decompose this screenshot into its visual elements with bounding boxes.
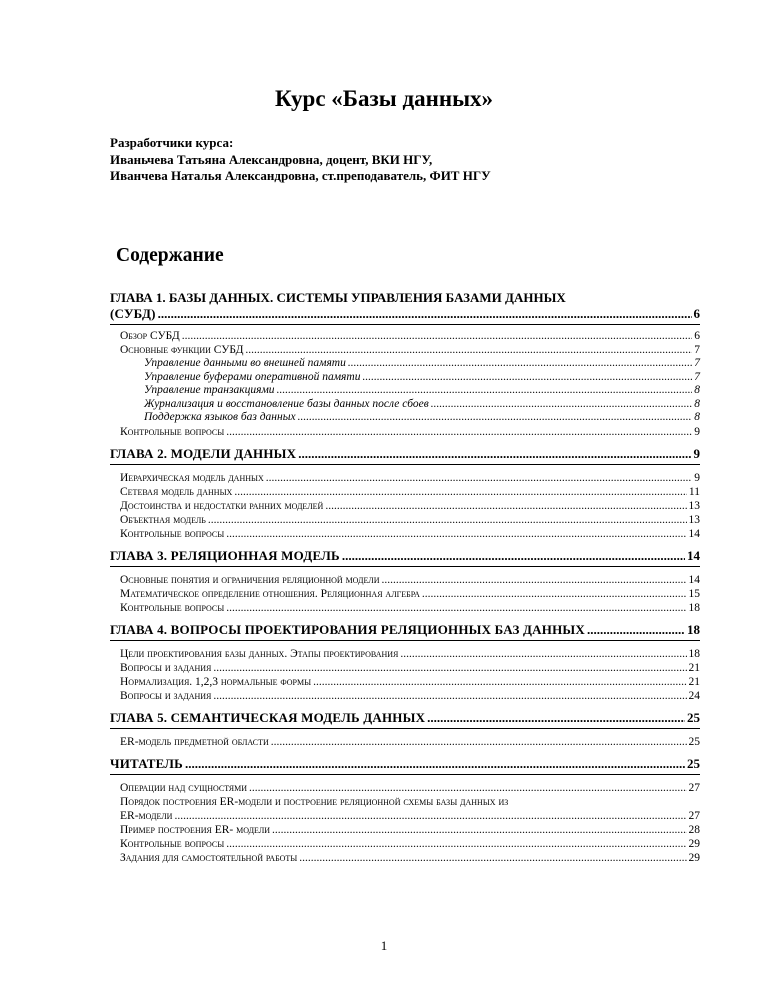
toc-chapter-5	[110, 709, 700, 749]
toc-chapter-title: ГЛАВА 2. МОДЕЛИ ДАННЫХ	[110, 445, 297, 461]
toc-leader-dots	[249, 781, 686, 795]
toc-section[interactable]	[110, 425, 700, 439]
toc-section[interactable]	[110, 689, 700, 703]
toc-section[interactable]	[110, 823, 700, 837]
toc-entry-label: Сетевая модель данных	[120, 485, 233, 498]
toc-page-number: 8	[694, 411, 700, 423]
toc-leader-dots	[226, 425, 692, 439]
toc-section[interactable]	[110, 661, 700, 675]
toc-entry-label: Основные функции СУБД	[120, 344, 244, 356]
toc-section[interactable]	[110, 851, 700, 865]
toc-entry-label: Вопросы и задания	[120, 661, 212, 674]
toc-page-number: 7	[694, 370, 700, 383]
toc-leader-dots	[277, 384, 693, 398]
toc-page-number: 18	[687, 621, 700, 637]
authors-heading: Разработчики курса:	[110, 135, 234, 150]
toc-section[interactable]	[110, 343, 700, 357]
toc-page-number: 9	[693, 445, 700, 461]
toc-leader-dots	[362, 371, 692, 385]
toc-leader-dots	[213, 689, 686, 703]
toc-leader-dots	[271, 735, 687, 749]
toc-leader-dots	[213, 661, 686, 675]
toc-page-number: 14	[688, 527, 700, 540]
toc-leader-dots	[298, 445, 691, 462]
toc-chapter-1	[110, 290, 700, 439]
toc-page-number: 27	[688, 781, 700, 794]
toc-section[interactable]	[110, 527, 700, 541]
toc-entry-label: Пример построения ER- модели	[120, 823, 271, 836]
toc-leader-dots	[272, 823, 686, 837]
toc-page-number: 25	[688, 735, 700, 748]
toc-leader-dots	[427, 709, 685, 726]
toc-entry-label: Контрольные вопросы	[120, 601, 225, 614]
toc-page-number: 18	[688, 601, 700, 614]
toc-leader-dots	[382, 573, 687, 587]
toc-page-number: 9	[694, 471, 700, 484]
toc-page-number: 7	[694, 357, 700, 369]
toc-leader-dots	[208, 513, 687, 527]
toc-page-number: 27	[688, 809, 700, 822]
toc-page-number: 7	[694, 344, 700, 356]
toc-subsection[interactable]	[110, 371, 700, 385]
toc-section[interactable]	[110, 601, 700, 615]
toc-section[interactable]	[110, 471, 700, 485]
toc-leader-dots	[226, 527, 686, 541]
page-title: Курс «Базы данных»	[274, 86, 494, 111]
toc-chapter-title: ГЛАВА 5. СЕМАНТИЧЕСКАЯ МОДЕЛЬ ДАННЫХ	[110, 709, 426, 725]
toc-page-number: 13	[688, 513, 700, 526]
toc-entry-label: Задания для самостоятельной работы	[120, 851, 298, 864]
toc-leader-dots	[234, 485, 687, 499]
toc-entry-label: Цели проектирования базы данных. Этапы проектирования	[120, 647, 399, 660]
toc-leader-dots	[313, 675, 686, 689]
toc-page-number: 9	[694, 425, 700, 438]
toc-chapter-2	[110, 445, 700, 541]
toc-entry-label: Математическое определение отношения. Реляционная алгебра	[120, 587, 420, 600]
toc-section[interactable]	[110, 837, 700, 851]
author-line: Иванчева Наталья Александровна, ст.преподаватель, ФИТ НГУ	[110, 168, 491, 183]
toc-entry-label: Управление буферами оперативной памяти	[144, 370, 361, 383]
toc-page-number: 25	[687, 755, 700, 771]
toc-entry-label: Контрольные вопросы	[120, 837, 225, 850]
toc-leader-dots	[298, 411, 693, 425]
toc-entry-label: Операции над сущностями	[120, 781, 248, 794]
toc-leader-dots	[266, 471, 693, 485]
toc-page-number: 18	[688, 647, 700, 660]
toc-subsection[interactable]	[110, 384, 700, 398]
toc-chapter-title: ГЛАВА 3. РЕЛЯЦИОННАЯ МОДЕЛЬ	[110, 547, 340, 563]
toc-leader-dots	[185, 755, 685, 772]
toc-leader-dots	[342, 547, 685, 564]
toc-entry-label: Иерархическая модель данных	[120, 471, 264, 484]
toc-leader-dots	[431, 398, 693, 412]
toc-page-number: 28	[688, 823, 700, 836]
toc-subsection[interactable]	[110, 411, 700, 425]
page-number: 1	[380, 938, 388, 953]
author-line: Иваньчева Татьяна Александровна, доцент, ВКИ НГУ,	[110, 151, 433, 167]
toc-entry-label: Нормализация. 1,2,3 нормальные формы	[120, 675, 312, 688]
toc-section[interactable]	[110, 735, 700, 749]
toc-page-number: 15	[688, 587, 700, 600]
toc-chapter-heading[interactable]	[110, 445, 700, 465]
contents-heading: Содержание	[116, 245, 224, 266]
toc-page-number: 8	[694, 384, 700, 396]
toc-leader-dots	[400, 647, 686, 661]
toc-page-number: 21	[688, 661, 700, 674]
toc-chapter-4	[110, 621, 700, 703]
toc-leader-dots	[226, 837, 686, 851]
toc-leader-dots	[182, 329, 693, 343]
toc-chapter-heading[interactable]	[110, 621, 700, 641]
toc-chapter-title: ГЛАВА 1. БАЗЫ ДАННЫХ. СИСТЕМЫ УПРАВЛЕНИЯ БАЗАМИ ДАННЫХ	[110, 290, 566, 305]
toc-chapter-heading[interactable]	[110, 709, 700, 729]
toc-entry-label: Управление транзакциями	[144, 384, 275, 396]
toc-chapter-title: ГЛАВА 4. ВОПРОСЫ ПРОЕКТИРОВАНИЯ РЕЛЯЦИОННЫХ БАЗ ДАННЫХ	[110, 621, 585, 637]
toc-page-number: 14	[688, 573, 700, 586]
toc-subsection[interactable]	[110, 357, 700, 371]
toc-leader-dots	[174, 809, 686, 823]
toc-entry-label: ER-модель предметной области	[120, 735, 269, 748]
toc-chapter-reader	[110, 755, 700, 865]
toc-subsection[interactable]	[110, 398, 700, 412]
toc-section[interactable]	[110, 809, 700, 823]
toc-leader-dots	[587, 621, 685, 638]
toc-leader-dots	[325, 499, 686, 513]
toc-page-number: 24	[688, 689, 700, 702]
toc-entry-label: Порядок построения ER-модели и построение реляционной схемы базы данных из	[120, 795, 509, 808]
toc-section[interactable]	[110, 675, 700, 689]
toc-section[interactable]	[110, 513, 700, 527]
toc-entry-label: Управление данными во внешней памяти	[144, 357, 346, 369]
toc-page-number: 11	[688, 485, 700, 498]
toc-entry-label: Контрольные вопросы	[120, 527, 225, 540]
toc-entry-label: Достоинства и недостатки ранних моделей	[120, 499, 324, 512]
toc-entry-label: Поддержка языков баз данных	[144, 411, 296, 423]
toc-entry-label: Обзор СУБД	[120, 330, 180, 342]
toc-section[interactable]	[110, 781, 700, 795]
toc-entry-label: Основные понятия и ограничения реляционной модели	[120, 573, 380, 586]
toc-leader-dots	[226, 601, 686, 615]
toc-entry-label: Вопросы и задания	[120, 689, 212, 702]
toc-leader-dots	[348, 357, 692, 371]
toc-section[interactable]	[110, 499, 700, 513]
toc-section[interactable]	[110, 587, 700, 601]
toc-page-number: 14	[687, 547, 700, 563]
toc-leader-dots	[158, 306, 692, 322]
toc-chapter-title-cont: (СУБД)	[110, 306, 156, 321]
toc-chapter-heading[interactable]	[110, 290, 700, 325]
toc-page-number: 13	[688, 499, 700, 512]
toc-entry-label: Контрольные вопросы	[120, 425, 225, 438]
authors-block	[110, 135, 491, 185]
toc-page-number: 6	[694, 330, 700, 342]
toc-chapter-3	[110, 547, 700, 615]
toc-leader-dots	[245, 343, 692, 357]
toc-page-number: 29	[688, 837, 700, 850]
toc-page-number: 29	[688, 851, 700, 864]
toc-leader-dots	[422, 587, 687, 601]
table-of-contents	[110, 290, 700, 865]
toc-section[interactable]	[110, 647, 700, 661]
toc-section[interactable]	[110, 485, 700, 499]
toc-chapter-heading[interactable]	[110, 547, 700, 567]
toc-entry-label: ER-модели	[120, 809, 173, 822]
toc-chapter-heading[interactable]	[110, 755, 700, 775]
toc-chapter-title: ЧИТАТЕЛЬ	[110, 755, 183, 771]
toc-page-number: 8	[694, 397, 700, 410]
toc-page-number: 21	[688, 675, 700, 688]
toc-section[interactable]	[110, 329, 700, 343]
toc-entry-label: Объектная модель	[120, 513, 206, 526]
toc-page-number: 6	[693, 306, 700, 321]
toc-section[interactable]	[110, 573, 700, 587]
toc-leader-dots	[299, 851, 686, 865]
toc-entry-label: Журнализация и восстановление базы данных после сбоев	[144, 397, 429, 410]
toc-page-number: 25	[687, 709, 700, 725]
toc-section-wrap[interactable]	[110, 795, 700, 809]
